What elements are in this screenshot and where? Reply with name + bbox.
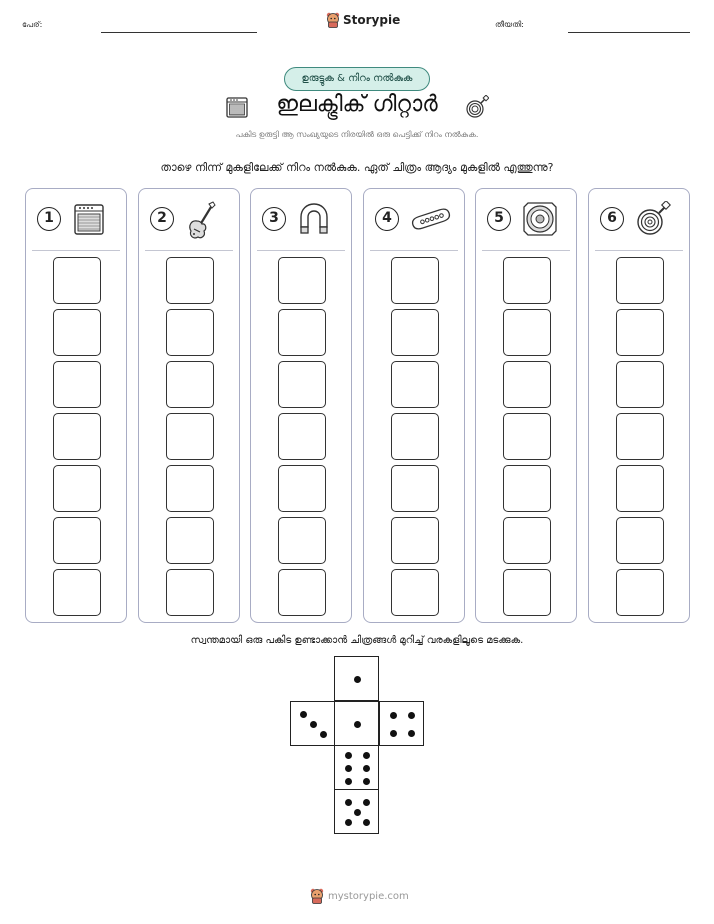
die-pip xyxy=(345,819,352,826)
die-pip xyxy=(390,730,397,737)
color-box[interactable] xyxy=(53,413,101,460)
column-4 xyxy=(363,188,465,623)
color-box[interactable] xyxy=(278,517,326,564)
brand-logo xyxy=(326,12,400,28)
question-text: താഴെ നിന്ന് മുകളിലേക്ക് നിറം നൽകുക. ഏത് ചിത്രം ആദ്യം മുകളിൽ എത്തുന്നു? xyxy=(160,161,554,174)
die-face-right xyxy=(379,701,424,746)
color-box[interactable] xyxy=(278,569,326,616)
die-pip xyxy=(354,809,361,816)
color-box[interactable] xyxy=(166,309,214,356)
page-title: ഇലക്ട്രിക് ഗിറ്റാർ xyxy=(276,92,438,117)
column-2 xyxy=(138,188,240,623)
column-number: 4 xyxy=(375,207,399,231)
die-face-bottom xyxy=(334,789,379,834)
color-box[interactable] xyxy=(391,309,439,356)
die-face-center xyxy=(334,701,379,746)
color-box[interactable] xyxy=(166,361,214,408)
color-box[interactable] xyxy=(503,517,551,564)
die-pip xyxy=(363,819,370,826)
die-pip xyxy=(320,731,327,738)
color-box[interactable] xyxy=(278,257,326,304)
storypie-bear-icon xyxy=(326,12,340,28)
die-face-left xyxy=(290,701,335,746)
color-box[interactable] xyxy=(53,569,101,616)
color-box[interactable] xyxy=(503,569,551,616)
color-box[interactable] xyxy=(278,465,326,512)
column-number: 3 xyxy=(262,207,286,231)
date-label: തീയതി: xyxy=(495,20,524,29)
footer-url: mystorypie.com xyxy=(328,890,409,902)
color-box[interactable] xyxy=(166,569,214,616)
column-divider xyxy=(32,250,120,251)
die-pip xyxy=(354,721,361,728)
die-pip xyxy=(363,752,370,759)
column-number: 2 xyxy=(150,207,174,231)
color-box[interactable] xyxy=(53,517,101,564)
color-box[interactable] xyxy=(503,309,551,356)
color-box[interactable] xyxy=(616,257,664,304)
color-box[interactable] xyxy=(166,413,214,460)
color-box[interactable] xyxy=(166,465,214,512)
color-box[interactable] xyxy=(503,361,551,408)
name-label: പേര്: xyxy=(22,20,43,29)
column-divider xyxy=(595,250,683,251)
color-box[interactable] xyxy=(53,361,101,408)
die-pip xyxy=(390,712,397,719)
die-pip xyxy=(310,721,317,728)
instruction-subtitle: പകിട ഉരുട്ടി ആ സംഖ്യയുടെ നിരയിൽ ഒരു പെട്ടിക്ക് നിറം നൽകുക. xyxy=(235,130,479,139)
magnet-icon xyxy=(297,201,331,237)
name-line xyxy=(101,32,257,33)
column-divider xyxy=(145,250,233,251)
color-box[interactable] xyxy=(391,413,439,460)
color-box[interactable] xyxy=(53,257,101,304)
color-box[interactable] xyxy=(53,309,101,356)
storypie-bear-icon xyxy=(310,888,324,904)
color-box[interactable] xyxy=(391,257,439,304)
die-face-lower xyxy=(334,745,379,790)
color-box[interactable] xyxy=(166,257,214,304)
color-box[interactable] xyxy=(278,413,326,460)
footer xyxy=(310,888,409,904)
color-box[interactable] xyxy=(391,361,439,408)
color-box[interactable] xyxy=(616,413,664,460)
die-pip xyxy=(408,730,415,737)
color-box[interactable] xyxy=(391,569,439,616)
dice-instruction: സ്വന്തമായി ഒരു പകിട ഉണ്ടാക്കാൻ ചിത്രങ്ങൾ മുറിച്ച് വരകളിലൂടെ മടക്കുക. xyxy=(190,635,524,646)
color-box[interactable] xyxy=(616,465,664,512)
color-box[interactable] xyxy=(53,465,101,512)
color-box[interactable] xyxy=(503,257,551,304)
column-5 xyxy=(475,188,577,623)
column-3 xyxy=(250,188,352,623)
column-6 xyxy=(588,188,690,623)
die-pip xyxy=(345,799,352,806)
column-number: 1 xyxy=(37,207,61,231)
color-box[interactable] xyxy=(503,413,551,460)
brand-name: Storypie xyxy=(343,13,401,27)
color-box[interactable] xyxy=(616,569,664,616)
die-pip xyxy=(408,712,415,719)
color-box[interactable] xyxy=(166,517,214,564)
cable-icon xyxy=(465,95,489,119)
die-pip xyxy=(363,778,370,785)
color-box[interactable] xyxy=(391,517,439,564)
column-number: 5 xyxy=(487,207,511,231)
color-box[interactable] xyxy=(616,361,664,408)
cable-icon xyxy=(635,201,671,237)
electric-guitar-icon xyxy=(185,201,219,241)
amplifier-icon xyxy=(225,95,249,119)
die-pip xyxy=(300,711,307,718)
color-box[interactable] xyxy=(503,465,551,512)
die-pip xyxy=(345,752,352,759)
column-divider xyxy=(257,250,345,251)
speaker-icon xyxy=(522,201,558,237)
column-1 xyxy=(25,188,127,623)
die-pip xyxy=(345,778,352,785)
die-face-top xyxy=(334,656,379,701)
guitar-pickup-icon xyxy=(410,201,452,237)
die-pip xyxy=(363,765,370,772)
die-pip xyxy=(354,676,361,683)
color-box[interactable] xyxy=(278,309,326,356)
date-line xyxy=(568,32,690,33)
activity-badge: ഉരുട്ടുക & നിറം നൽകുക xyxy=(284,67,430,91)
column-number: 6 xyxy=(600,207,624,231)
color-box[interactable] xyxy=(616,517,664,564)
die-pip xyxy=(363,799,370,806)
color-box[interactable] xyxy=(616,309,664,356)
column-divider xyxy=(370,250,458,251)
column-divider xyxy=(482,250,570,251)
color-box[interactable] xyxy=(391,465,439,512)
color-box[interactable] xyxy=(278,361,326,408)
amplifier-icon xyxy=(72,201,106,237)
die-pip xyxy=(345,765,352,772)
